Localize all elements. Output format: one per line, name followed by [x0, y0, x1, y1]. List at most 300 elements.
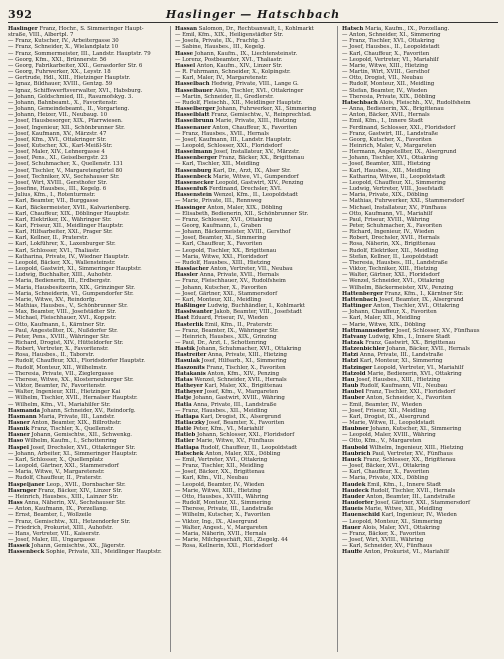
entry-details: — Karl, Bäckermeister, XVII., Kalvarienberg. — [8, 204, 131, 211]
entry-details: — Wilhelm, Tischler, XVII., Hernalser Hauptstr. — [8, 395, 138, 402]
entry-details: Maria, Private, III., Landstr. — [36, 413, 115, 420]
entry-details: — Martin, Wirt, XVIII., Gersthof — [342, 69, 430, 76]
entry-details: — Franz, Gemischtw., XII., Hetzendorfer Str. — [8, 518, 131, 525]
entry-surname: Hattenbach — [342, 296, 378, 303]
entry-details: — Walter, Gärtner, XXI., Floridsdorf — [342, 272, 440, 279]
entry-details: Josef, Beamter, IX., Alsergrund — [377, 296, 464, 303]
entry-surname: Hassenauer — [175, 124, 211, 131]
entry-details: Alois, Tischler, XVI., Ottakringer — [212, 87, 304, 94]
entry-surname: Haßlinger — [175, 303, 206, 310]
entry-surname: Hasse — [175, 50, 194, 57]
directory-entry — [8, 549, 164, 555]
entry-details: Josef, Installateur, XV., Märzstr. — [212, 149, 300, 156]
entry-surname: Hasmanda — [8, 407, 40, 414]
entry-details: — Marie, Witwe, II., Leopoldstadt — [342, 420, 435, 426]
entry-details: — Josef, Schuhmacher, X., Quellenstr. 131 — [8, 161, 124, 168]
entry-surname: Hasselbauer — [175, 87, 213, 94]
entry-details: — Viktor, Beamter, IV., Favoritenstr. — [8, 383, 106, 390]
entry-details: Anna, Private, III., Landstraße — [358, 352, 444, 359]
entry-details: Anton, Maler, XIX., Döbling — [205, 204, 283, 211]
entry-surname: Hatschek — [175, 450, 204, 457]
entry-details: Karl, Monteur, XI., Simmering — [358, 358, 443, 365]
entry-details: Franz, Tischler, X., Quellenstr. — [29, 426, 115, 433]
entry-details: Sophie, Private, XII., Meidlinger Hauptstr. — [44, 549, 162, 556]
entry-details: — Leopold, Maler, XVIII., Währing — [342, 432, 436, 439]
entry-details: Emil, Kfm., I., Innere Stadt — [365, 481, 442, 488]
entry-details: — Johann, Bahnbeamt., X., Favoritenstr. — [8, 99, 118, 106]
entry-details: — Leopold, Schlosser, XXI., Floridsdorf — [175, 142, 283, 149]
entry-details: Alois, Maler, XVI., Ottakring — [360, 524, 440, 531]
entry-details: — Wilhelm, Bäckermeister, XIV., Penzing — [342, 284, 454, 291]
entry-details: — Maria, Witwe, V., Margaretenstr. — [8, 469, 105, 476]
entry-details: — Martin, Schneider, II., Gredlerstr. — [175, 93, 274, 100]
entry-details: — Franz, Fleischhauer, XV., Rudolfsheim — [175, 278, 286, 285]
entry-details: Josef, Gärtner, XXI., Stammersdorf — [373, 500, 470, 507]
entry-surname: Hattinger — [342, 303, 372, 310]
entry-details: — Josef, Pens., XI., Geiselbergstr. 23 — [8, 155, 108, 162]
entry-surname: Hatheyer — [175, 389, 203, 396]
entry-details: Leop., XVII., Dornbacher Str. — [44, 481, 126, 488]
entry-details: Rudolf, Kaufmann, VII., Neubau — [358, 383, 448, 390]
entry-details: — Heinrich, Hausbes., XIII., Lainzer Str. — [8, 493, 119, 500]
entry-surname: Haueis — [342, 506, 364, 513]
entry-surname: Hasselmann — [175, 149, 213, 156]
entry-details: — Stefan, Beamter, IV., Wieden — [342, 87, 428, 94]
entry-details: Anton, Chauffeur, X., Favoriten — [210, 124, 298, 131]
entry-surname: Hasselbrunn — [175, 118, 214, 125]
entry-details: Emil, Kfm., II., Praterstr. — [203, 321, 273, 328]
running-title: Haslinger — Hatschbach — [165, 8, 341, 21]
entry-surname: Haubrich — [342, 450, 371, 457]
entry-details: — Leopold, Vertreter, VI., Mariahilf — [342, 56, 439, 63]
entry-details: — Anton, Bäcker, XVII., Hernals — [342, 112, 430, 119]
entry-details: Franz, Gastwirt, XX., Brigittenau — [363, 339, 456, 346]
entry-details: — Rosa, Näherin, XX., Brigittenau — [342, 241, 436, 248]
entry-details: Ferdinand, Drechsler, XVI. — [207, 186, 282, 193]
entry-details: Franz, Tischler, XXI., Floridsdorf — [363, 389, 456, 396]
entry-details: — Karl, Schneider, XV., Fünfhaus — [342, 543, 433, 550]
entry-surname: Hatzinger — [342, 364, 373, 371]
entry-details: Marie, Witwe, XV., Fünfhaus — [194, 438, 274, 445]
entry-details: Franz, Bäcker, XIV., Linzer Str. — [36, 487, 123, 494]
entry-details: — Ludwig, Buchhalter, XIII., Auhofstr. — [8, 272, 112, 279]
entry-details: — Rudolf, Monteur, XI., Simmering — [175, 500, 271, 507]
entry-surname: Hatler — [175, 438, 195, 445]
entry-details: — Anton, Schneider, XI., Simmering — [342, 32, 441, 39]
entry-details: — Otto, Hausbes., XVIII., Währing — [175, 493, 269, 500]
entry-details: — Josefa, Private, IX., Frachtg. 3 — [175, 38, 265, 45]
page-number: 392 — [8, 8, 33, 21]
entry-surname: Hatla — [175, 401, 192, 408]
entry-details: — Theresia, Private, VII., Zieglergasse — [8, 370, 114, 377]
entry-surname: Hatzak — [342, 339, 364, 346]
entry-details: — Rosa, Kellnerin, XXI., Floridsdorf — [175, 543, 273, 550]
entry-details: — Rudolf, Fleischh., XII., Meidlinger Hauptstr. — [175, 99, 303, 106]
entry-details: — Katharina, Private, IV., Wiedner Hauptstr. — [8, 253, 130, 260]
entry-details: Anton, Kaufm., XIV., Linzer Str. — [195, 62, 283, 69]
entry-details: Peter, Kfm., VI., Mariahilf — [191, 426, 264, 433]
entry-details: — Wenzel, Schneider, XVI., Ottakring — [342, 278, 445, 285]
entry-details: — Josef, Gärtner, XXI., Stammersdorf — [175, 290, 278, 297]
entry-surname: Hatzenbichler — [342, 346, 385, 353]
entry-surname: Haspeljaner — [8, 481, 45, 488]
entry-surname: Haudek — [342, 481, 366, 488]
entry-details: — Therese, Witwe, XX., Klosterneuburger Str. — [8, 376, 134, 383]
entry-details: Karl, Drogist, IX., Alsergrund — [198, 413, 281, 420]
entry-details: Alois, Fleischh., XV., Rudolfsheim — [377, 99, 471, 106]
entry-surname: Hatzi — [342, 352, 359, 359]
entry-details: — Marie, Witwe, XIII., Hietzing — [175, 487, 261, 494]
entry-surname: Hatlaczky — [175, 420, 205, 426]
entry-details: — Anna, Bedienerin, XX., Brigittenau — [342, 106, 444, 113]
entry-details: — Ignaz, Schiffswerftsverwalter, XVI., Habsburg. — [8, 87, 143, 94]
entry-details: — Heinrich, Maler, V., Margareten — [342, 142, 437, 149]
entry-surname: Haubel — [342, 389, 364, 396]
entry-details: Franz, Kfm., I., Kärntner Str. — [383, 290, 464, 297]
entry-details: — Ignaz, Bildhauer, XVIII., Gentzg. 59 — [8, 81, 113, 88]
entry-details: — Karl, Monteur, XII., Meidling — [175, 296, 262, 303]
entry-surname: Hauffe — [342, 549, 363, 556]
entry-details: — Leopold, Tischler, XX., Brigittenau — [175, 247, 277, 254]
entry-details: Wenzel, Kfm., II., Leopoldstadt — [211, 192, 298, 199]
entry-details: — Ernst, Beamter, I., Wollzeile — [8, 512, 92, 519]
entry-details: — Robert, Drechsler, XVII., Hernals — [342, 235, 440, 242]
entry-details: — Karl, Beamter, VII., Burggasse — [8, 198, 99, 205]
entry-surname: Hassinger — [175, 204, 206, 211]
entry-details: — Paul, Friseur, XVIII., Währing — [342, 216, 430, 223]
entry-details: — Michael, Installateur, XV., Fünfhaus — [342, 204, 447, 211]
entry-surname: Hatlapa — [175, 444, 199, 451]
entry-details: — Franz, Sommermeister, III., Landstr. Hauptstr. 79 — [8, 50, 151, 57]
entry-details: Paul, Vertreter, XV., Fünfhaus — [370, 450, 453, 457]
entry-details: — Viktor, Techniker, XIII., Hietzing — [342, 266, 438, 273]
entry-details: — Josef, Ingenieur, XII., Schönbrunner Str. — [8, 124, 125, 131]
entry-details: — Leopold, Bäcker, XX., Wallensteinstr. — [8, 259, 116, 266]
entry-surname: Hass — [8, 500, 23, 507]
entry-surname: Hatleb — [175, 432, 196, 439]
entry-details: Salomon, Dr., Rechtsanwalt, I., Kohlmarkt — [197, 26, 314, 32]
entry-surname: Hastík — [175, 346, 195, 353]
entry-details: — Peter, Schuhmacher, X., Favoriten — [342, 223, 442, 229]
entry-details: Anna, Näherin, XV., Sechshauser Str. — [22, 500, 126, 507]
entry-surname: Hatje — [175, 395, 192, 402]
entry-details: Wenzel, Schneider, XVII., Hernals — [192, 376, 287, 383]
entry-details: — Karl, Chauffeur, X., Favoriten — [342, 469, 430, 476]
entry-details: — Therese, Private, III., Landstraße — [175, 506, 274, 513]
entry-details: — Karl, Hilfsarbeiter, XXI., Prager Str. — [8, 229, 113, 236]
entry-details: Johann, Kaufm., IX., Liechtensteinstr. — [193, 50, 298, 57]
entry-surname: Hattenberger — [342, 290, 383, 297]
entry-surname: Hastreiter — [175, 352, 207, 359]
entry-surname: Hatzl — [342, 358, 359, 365]
entry-details: — Theresia, Hausbes., III., Landstraße — [342, 259, 448, 266]
entry-surname: Hasner — [8, 420, 30, 426]
entry-details: Josef, Drechsler, XVI., Ottakringer Str. — [28, 444, 136, 451]
directory-column-2 — [170, 26, 331, 652]
entry-details: — Hans, Vertreter, VII., Kaiserstr. — [8, 530, 100, 537]
entry-details: — Karl, Maler, XII., Meidling — [342, 315, 421, 322]
entry-details: — Max, Beamter, VIII., Josefstädter Str. — [8, 309, 117, 316]
entry-details: — Leopold, Gastwirt, XI., Simmeringer Hauptstr. — [8, 266, 142, 273]
entry-details: — Anton, Kaufmann, IX., Porzellang. — [8, 506, 108, 513]
entry-surname: Hasslacher — [175, 266, 209, 273]
entry-details: Leopold, Gastwirt, XIV., Penzing — [213, 179, 304, 186]
entry-details: — Karl, Kellner, II., Praterstr. — [8, 235, 89, 242]
entry-surname: Haslinger — [8, 26, 38, 32]
entry-details: — Heinrich, Hausbes., XIX., Grinzing — [175, 333, 277, 340]
entry-details: — Josef, Maler, III., Ungargasse — [8, 536, 95, 543]
entry-details: — Johann, Gemeindebeamt., II., Vorgarteng. — [8, 106, 130, 113]
entry-details: — Josef, Bäcker, XX., Brigittenau — [175, 469, 265, 476]
entry-details: Karl, Ingenieur, IV., Wieden — [379, 512, 457, 519]
entry-details: — Josef, Kaufmann, III., Landstr. Hauptstr. — [175, 136, 292, 143]
entry-details: Marie, Witwe, VI., Gumpendorf — [211, 173, 299, 180]
entry-details: — Josef, Tischler, V., Margaretengürtel 80 — [8, 167, 123, 174]
entry-details: — Josefine, Hausbes., III., Kegelg. 6 — [8, 186, 107, 193]
entry-details: — Josef, Kutscher, XX., Karl-Meißl-Str. — [8, 142, 113, 149]
entry-surname: Hasmann — [8, 413, 37, 420]
entry-details: — Karl, Elektriker, IX., Währinger Str. — [8, 216, 112, 223]
entry-details: — Ferdinand, Schlosser, XXI., Floridsdorf — [342, 124, 456, 131]
entry-details: — Julius, Kfm., I., Rotenturmstr. — [8, 192, 96, 199]
entry-details: — Johann, Kutscher, X., Favoriten — [175, 284, 267, 291]
entry-details: — Josef, Kfm., XVI., Ottakringer Str. — [8, 136, 107, 143]
entry-surname: Hasner — [8, 432, 30, 439]
entry-details: — R. Fuhrmann, Schneider, X., Kolpingstr. — [175, 69, 291, 76]
entry-details: — Rudolf, Elektriker, XII., Meidling — [342, 247, 439, 254]
directory-entry — [175, 543, 331, 549]
entry-surname: Hasrnger — [8, 487, 37, 494]
entry-details: — Josef, Wirt, XVIII., Währing — [342, 536, 424, 543]
entry-details: — Emil, Kfm., I., Innere Stadt — [342, 118, 424, 125]
entry-details: — Franz, Beamter, IX., Währinger Str. — [175, 327, 279, 334]
entry-details: — Franz, Kutscher, IV., Arbeitergasse 30 — [8, 38, 119, 45]
entry-details: — Georg, Fabrikarbeiter, XXI., Gerasdorfer Str. 6 — [8, 62, 143, 69]
entry-surname: Hattmannsdorfer — [342, 327, 395, 334]
entry-details: Leopold, Vertreter, VI., Mariahilf — [372, 364, 464, 371]
entry-details: — Josef, Wirt, XVIII., Gersthofer Str. — [8, 179, 108, 186]
entry-details: — Franz, Gastwirt, III., Landstraße — [342, 130, 439, 137]
entry-details: — Karl, Drogist, IX., Alsergrund — [342, 413, 430, 420]
entry-surname: Hassenstein — [175, 192, 212, 199]
entry-details: — Robert, Vertreter, X., Favoritenstr. — [8, 346, 109, 353]
entry-surname: Hassel — [175, 62, 196, 69]
entry-details: Johann, Kutscher, XI., Simmering — [368, 426, 462, 433]
entry-details: — Paul, Dr., Arzt, I., Schottenring — [175, 339, 267, 346]
entry-details: Karl, Maler, XX., Brigittenau — [202, 383, 283, 390]
entry-details: — Marie, Private, III., Rennweg — [175, 198, 262, 205]
page-header — [8, 8, 498, 23]
entry-details: Anton, Schneider, X., Favoriten — [364, 395, 452, 402]
entry-details: Josef, Kfm., V., Margareten — [202, 389, 279, 396]
entry-details: — Franz, Hausbes., XVII., Hernals — [175, 130, 269, 137]
entry-surname: Hauer — [342, 524, 361, 531]
entry-details: Anton, Maler, XIX., Döbling — [203, 450, 281, 457]
entry-details: — Johann, Arbeiter, XI., Simmeringer Hauptstr. — [8, 450, 138, 457]
entry-surname: Hassenbeck — [8, 549, 45, 556]
entry-surname: Hasterlik — [175, 321, 204, 328]
entry-surname: Hau — [342, 376, 355, 383]
entry-details: — Maria, Witwe, XXI., Floridsdorf — [175, 253, 268, 260]
entry-details: — Georg, Fuhrwerker, XX., Leystr. 18 — [8, 69, 111, 76]
entry-details: — Mathias, Hausbes., V., Schönbrunner Str. — [8, 303, 128, 310]
entry-surname: Hasselberger — [175, 106, 216, 113]
entry-details: — Elisabeth, Bedienerin, XII., Schönbrunner Str. — [175, 210, 309, 217]
entry-details: Johann, Schneider, XV., Reindorfg. — [40, 407, 136, 414]
entry-details: Johann, Schuhmacher, XVI., Ottakring — [194, 346, 302, 353]
entry-surname: Hassenburg — [175, 167, 212, 174]
entry-surname: Hauder — [342, 493, 365, 500]
entry-details: — Otto, Drogist, VII., Neubau — [342, 75, 424, 82]
entry-details: — Karl, Kfm., VII., Neubau — [175, 475, 249, 482]
entry-details: — Franz, Hausbes., XII., Meidling — [175, 407, 268, 414]
entry-surname: Hast — [175, 315, 190, 322]
entry-details: — Karl, Schlosser, XVI., Thaliastr. — [8, 247, 100, 254]
entry-details: — Rudolf, Chauffeur, II., Praterstr. — [8, 475, 102, 482]
entry-surname: Hauenschild — [342, 512, 380, 519]
directory-column-3 — [337, 26, 498, 652]
entry-surname: Hauber — [342, 395, 365, 402]
entry-surname: Hassek — [8, 543, 30, 550]
entry-details: — Josef, Kaufmann, XV., Märzstr. 47 — [8, 130, 107, 137]
entry-details: Marie, Private, XIII., Hietzing — [213, 118, 297, 125]
entry-details: Anton, Prokurist, VI., Mariahilf — [362, 549, 449, 556]
entry-details: — Friedrich, Prokurist, XIII., Auhofstr. — [8, 524, 113, 531]
directory-entry — [342, 549, 498, 555]
entry-surname: Hatschbach — [342, 99, 378, 106]
entry-details: — Karl, Tischler, XII., Meidling — [175, 161, 260, 168]
entry-details: — Josef, Hausbes., II., Leopoldstadt — [342, 44, 440, 51]
entry-details: Franz, Gemischtw., V., Reinprechtsd. — [209, 112, 312, 119]
entry-details: — Josef, Techniker, XV., Sechshauser Str. — [8, 173, 120, 180]
entry-surname: Hassler — [175, 272, 198, 279]
entry-details: Marie, Witwe, XII., Meidling — [363, 506, 443, 513]
entry-details: Anton, Beamter, III., Landstraße — [364, 493, 455, 500]
entry-surname: Haso — [8, 438, 24, 445]
entry-details: Marie, Bedienerin, XVI., Ottakring — [365, 370, 462, 377]
entry-details: Franz, Bäcker, XX., Brigittenau — [217, 155, 305, 162]
entry-surname: Hassenecker — [175, 179, 214, 186]
entry-details: — Karl, Maler, IV., Margaretenstr. — [175, 75, 268, 82]
entry-details: — Wilhelm, Kfm., VI., Mariahilfer Str. — [8, 401, 111, 408]
entry-details: — Peter, Pens., XVIII., Währinger Str. — [8, 333, 110, 340]
entry-details: — Karl, Chauffeur, X., Favoriten — [342, 50, 430, 57]
entry-surname: Hasnik — [8, 426, 30, 433]
entry-details: Anna, Private, III., Landstraße — [191, 401, 277, 408]
entry-details: Wilhelm, Ingenieur, XIII., Hietzing — [367, 444, 464, 451]
entry-details: — Michael, Fleischhauer, XVI., Koppstr. — [8, 315, 117, 322]
entry-details: — Franz, Tischler, XVI., Ottakring — [342, 38, 435, 45]
entry-details: — Richard, Drogist, XIV., Hütteldorfer Str. — [8, 339, 124, 346]
entry-details: — Franz, Tischler, XII., Meidling — [175, 463, 264, 470]
entry-details: — Marie, Witwe, XIX., Döbling — [342, 321, 426, 328]
entry-surname: Haszonits — [175, 364, 205, 371]
entry-details: — Karl, Lokführer, X., Laxenburger Str. — [8, 241, 116, 248]
entry-details: — Franz, Schneider, X., Wielandplatz 10 — [8, 44, 119, 51]
entry-details: Franz, Tischler, X., Favoriten — [204, 364, 286, 371]
directory-page — [8, 8, 498, 653]
directory-column-1 — [8, 26, 164, 652]
entry-details: — Karl, Chauffeur, X., Favoriten — [175, 241, 263, 248]
entry-details: — Josef, Hausbesorger, XIX., Pfarrwiesen. — [8, 118, 123, 125]
entry-details: Wilhelm, Kaufm., I., Schottenring — [23, 438, 117, 445]
entry-details: — Karl, Friseur, XII., Meidlinger Hauptstr. — [8, 223, 124, 229]
entry-surname: Haudorfer — [342, 500, 374, 507]
entry-details: — Maria, Bedienerin, III., Erdbergstr. — [8, 278, 111, 285]
entry-details: — Ludwig, Vertreter, VIII., Josefstadt — [342, 186, 444, 193]
entry-details: Rudolf, Chauffeur, II., Leopoldstadt — [198, 444, 298, 451]
entry-details: — Mathias, Fuhrwerker, XXI., Stammersdorf — [342, 198, 465, 205]
entry-details: — Paul, Angestellter, IX., Nußdorfer Str. — [8, 327, 118, 334]
entry-surname: Hauck — [342, 456, 362, 463]
entry-details: — Josef, Maler, XIV., Lehnergasse 4 — [8, 149, 105, 156]
entry-details: — Stefan, Kellner, II., Leopoldstadt — [342, 253, 438, 260]
entry-details: — Franz, Schlosser, XVI., Ottakring — [175, 216, 273, 223]
entry-details: Jakob, Beamter, VIII., Josefstadt — [212, 309, 302, 316]
entry-details: Anna, Private, XIII., Hietzing — [206, 352, 287, 359]
entry-details: — Johann, Tischler, XVI., Ottakring — [342, 155, 438, 162]
entry-details: — Marie, Witwe, XIII., Hietzing — [342, 62, 428, 69]
entry-details: — Wilhelm, Kutscher, X., Favoriten — [175, 512, 271, 519]
entry-details: Anton, Kfm., XIV., Penzing — [205, 370, 280, 377]
entry-surname: Hassenberger — [175, 155, 218, 162]
entry-surname: Haub — [342, 383, 359, 390]
entry-details: Johann, Gemischtw., XII., Schwenkg. — [29, 432, 132, 439]
entry-surname: Hatas — [175, 376, 193, 383]
entry-details: Ludwig, Kfm., I., Innere Stadt — [366, 333, 451, 340]
entry-details: Eduard, Friseur, IV., Wieden — [189, 315, 268, 322]
entry-details: Anton, Beamter, XIX., Billrothstr. — [29, 420, 122, 426]
entry-details: — Walter, Angest., V., Margareten — [175, 524, 268, 531]
entry-surname: Hassenfuß — [175, 186, 208, 193]
entry-details: — Richard, Ingenieur, IV., Wieden — [342, 229, 435, 236]
entry-details: — Rudolf, Monteur, XII., Meidling — [342, 81, 435, 88]
entry-surname: Hasselblatt — [175, 112, 210, 119]
entry-details: — Emil, Kfm., XIX., Heiligenstädter Str. — [175, 32, 284, 39]
entry-details: — Marie, Milchgeschäft, XII., Ziegelg. 44 — [175, 536, 288, 543]
entry-surname: Hatheyer — [175, 383, 203, 390]
entry-details: Josef, Beamter, X., Favoriten — [204, 420, 285, 426]
entry-details: — Rosa, Hausbes., II., Taborstr. — [8, 352, 95, 359]
entry-details: — Hermann, Angestellter, IX., Alsergrund — [342, 149, 457, 156]
entry-details: Karl, Dr., Arzt, IX., Alser Str. — [211, 167, 291, 174]
entry-surname: Hatzold — [342, 370, 366, 377]
entry-details: — Maria, Private, XIX., Döbling — [342, 192, 429, 199]
entry-details: Rudolf, Tischler, XVII., Hernals — [368, 487, 456, 494]
entry-details: Hedwig, Private, VIII., Lange G. — [209, 81, 299, 88]
entry-details: Johann, Gastwirt, XVIII., Währing — [191, 395, 285, 402]
entry-details: — Leopold, Monteur, XI., Simmering — [342, 518, 443, 525]
entry-surname: Haspel — [8, 444, 29, 451]
entry-surname: Hatsch — [342, 26, 364, 32]
entry-details: — Maria, Hausbesitzerin, XIX., Grinzinger Str. — [8, 284, 136, 291]
entry-details: — Maria, Näherin, XVII., Hernals — [175, 530, 267, 537]
entry-details: — Johann, Chauffeur, X., Favoriten — [342, 309, 437, 316]
entry-details: Josef, Hilfsarb., XI., Simmering — [199, 358, 287, 365]
entry-details: — Emil, Vertreter, XVI., Ottakring — [175, 456, 268, 463]
entry-details: — Otto, Kaufmann, I., Kärntner Str. — [8, 321, 106, 328]
entry-surname: Haudeck — [342, 487, 369, 494]
entry-details: — Rudolf, Chauffeur, XXI., Floridsdorfer Hauptstr. — [8, 358, 146, 365]
entry-surname: Hatvany — [342, 333, 367, 340]
entry-details: — Theresia, Private, XIX., Döbling — [342, 93, 436, 100]
entry-surname: Hassenbeck — [175, 173, 212, 180]
entry-details: — Viktor, Ing., IX., Alsergrund — [175, 518, 258, 525]
entry-details: — Georg, Kutscher, X., Favoriten — [342, 136, 432, 143]
entry-details: Johann, Gemischtw., XX., Jägerstr. — [29, 543, 125, 550]
entry-details: — Josef, Bäcker, XVI., Ottakring — [342, 463, 430, 470]
entry-details: Anna, Private, XVII., Hernals — [197, 272, 279, 279]
